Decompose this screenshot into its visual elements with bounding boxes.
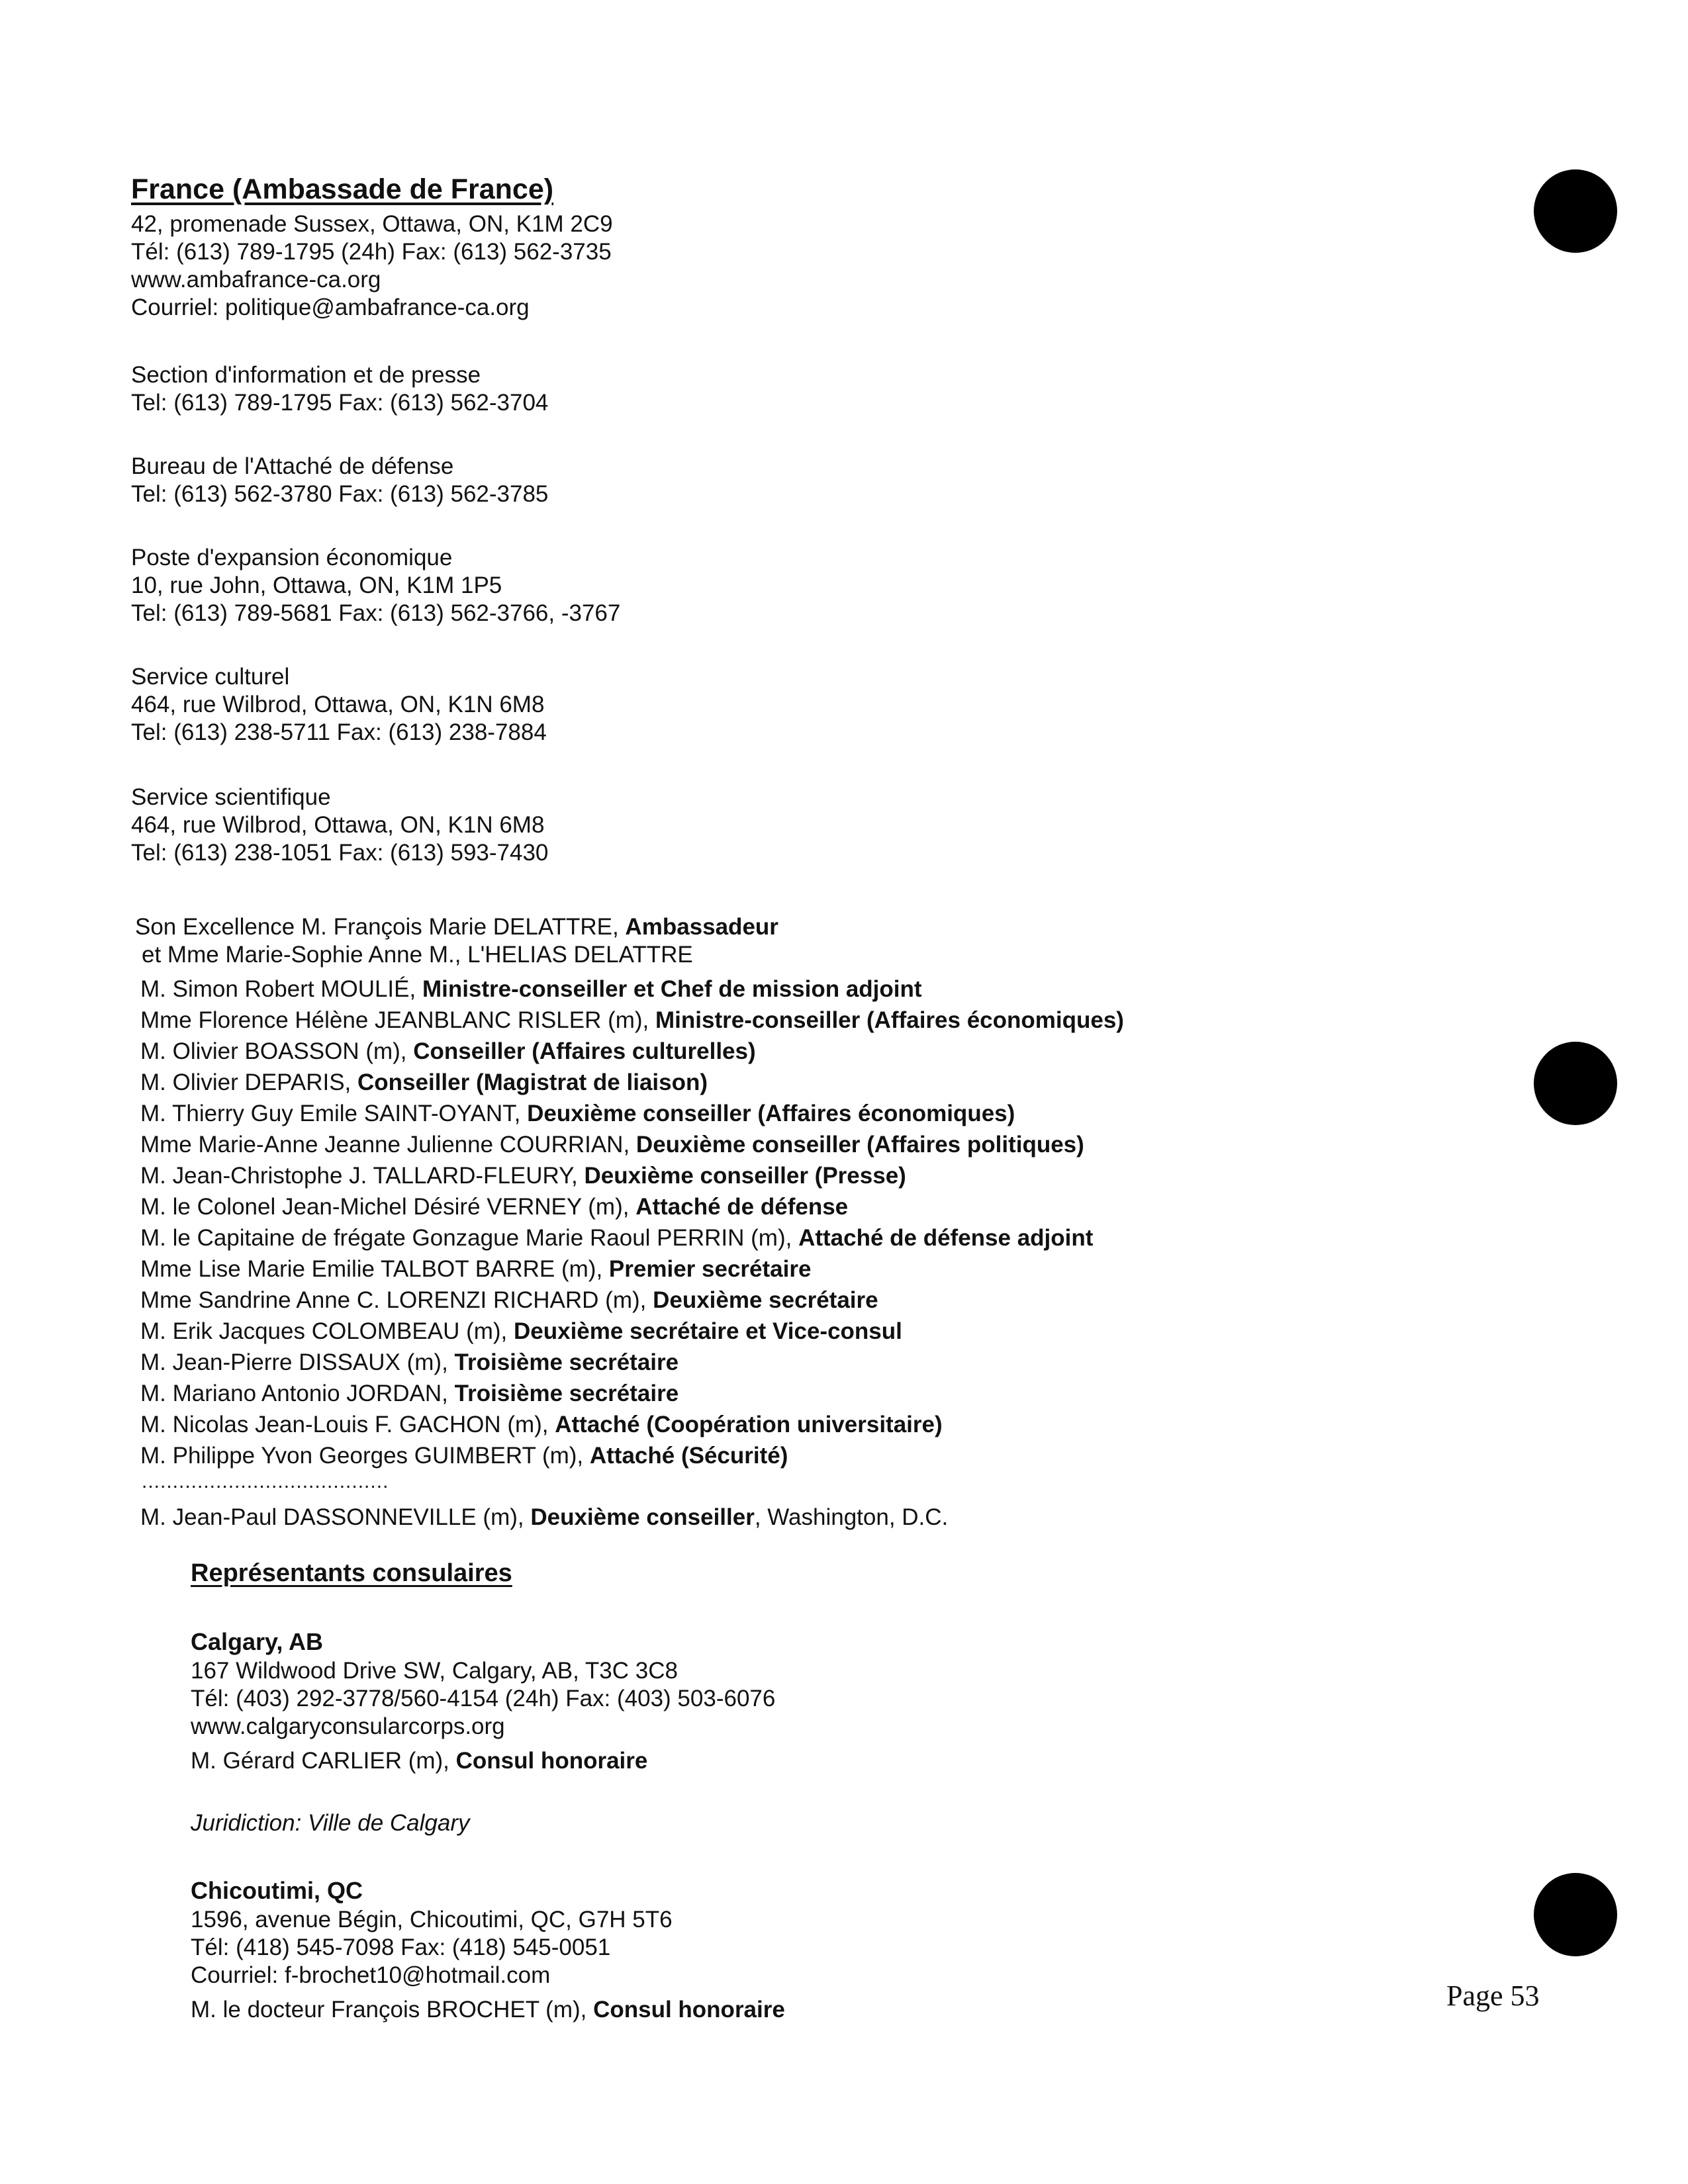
staff-entry: [140, 1287, 878, 1314]
consular-heading: Représentants consulaires: [191, 1559, 512, 1587]
staff-entry: [140, 1411, 943, 1439]
consulate-person: M. le docteur François BROCHET (m),: [191, 1997, 594, 2023]
ambassador-spouse: et Mme Marie-Sophie Anne M., L'HELIAS DELATTRE: [142, 942, 693, 968]
embassy-website[interactable]: www.ambafrance-ca.org: [131, 267, 381, 293]
section-scientifique-phone: Tel: (613) 238-1051 Fax: (613) 593-7430: [131, 840, 549, 866]
staff-entry: [140, 1380, 679, 1408]
staff-title: Ministre-conseiller et Chef de mission adjoint: [422, 976, 922, 1002]
consulate-website[interactable]: www.calgaryconsularcorps.org: [191, 1713, 505, 1739]
staff-title: Deuxième conseiller (Affaires économiques): [527, 1101, 1015, 1126]
staff-title: Premier secrétaire: [608, 1256, 812, 1282]
embassy-address: 42, promenade Sussex, Ottawa, ON, K1M 2C9: [131, 211, 613, 237]
staff-entry: [140, 1193, 848, 1221]
staff-title: Deuxième secrétaire: [653, 1287, 878, 1313]
staff-name: M. Simon Robert MOULIÉ,: [140, 976, 422, 1002]
consulate-email[interactable]: Courriel: f-brochet10@hotmail.com: [191, 1962, 551, 1988]
embassy-title: France (Ambassade de France): [131, 173, 554, 205]
consulate-phone: Tél: (403) 292-3778/560-4154 (24h) Fax: (403) 503-6076: [191, 1686, 776, 1711]
staff-name: M. Philippe Yvon Georges GUIMBERT (m),: [140, 1443, 590, 1469]
consulate-phone: Tél: (418) 545-7098 Fax: (418) 545-0051: [191, 1934, 611, 1960]
section-defense-phone: Tel: (613) 562-3780 Fax: (613) 562-3785: [131, 481, 549, 507]
staff-name: M. Jean-Pierre DISSAUX (m),: [140, 1349, 455, 1375]
nonresident-entry: [140, 1504, 948, 1531]
staff-title: Deuxième conseiller (Presse): [584, 1163, 906, 1189]
section-scientifique-name: Service scientifique: [131, 784, 331, 810]
staff-title: Conseiller (Magistrat de liaison): [357, 1069, 708, 1095]
section-presse-name: Section d'information et de presse: [131, 362, 481, 388]
consulate-person: M. Gérard CARLIER (m),: [191, 1748, 456, 1774]
consulate-person-entry: [191, 1996, 785, 2024]
ambassador-name: Son Excellence M. François Marie DELATTRE,: [135, 914, 626, 940]
consulate-person-entry: [191, 1747, 647, 1775]
consulate-person-title: Consul honoraire: [593, 1997, 785, 2023]
staff-entry: [140, 1442, 788, 1470]
staff-name: M. le Capitaine de frégate Gonzague Marie Raoul PERRIN (m),: [140, 1225, 799, 1251]
staff-name: Mme Sandrine Anne C. LORENZI RICHARD (m),: [140, 1287, 653, 1313]
section-presse-phone: Tel: (613) 789-1795 Fax: (613) 562-3704: [131, 390, 549, 416]
staff-entry: [140, 1131, 1084, 1159]
staff-title: Attaché de défense adjoint: [798, 1225, 1094, 1251]
staff-entry: [140, 1224, 1093, 1252]
consulate-person-title: Consul honoraire: [455, 1748, 648, 1774]
staff-name: M. Erik Jacques COLOMBEAU (m),: [140, 1318, 514, 1344]
staff-name: M. Nicolas Jean-Louis F. GACHON (m),: [140, 1412, 555, 1437]
staff-title: Attaché (Sécurité): [589, 1443, 788, 1469]
consulate-address: 167 Wildwood Drive SW, Calgary, AB, T3C 3C8: [191, 1658, 678, 1684]
separator-dots: ........................................: [142, 1471, 389, 1492]
staff-name: M. Olivier BOASSON (m),: [140, 1038, 414, 1064]
binder-hole: [1534, 1873, 1617, 1956]
binder-hole: [1534, 1042, 1617, 1125]
section-expansion-address: 10, rue John, Ottawa, ON, K1M 1P5: [131, 572, 502, 598]
page-number: Page 53: [1446, 1979, 1540, 2012]
staff-entry: [140, 1069, 708, 1097]
staff-entry: [140, 1007, 1124, 1034]
section-expansion-phone: Tel: (613) 789-5681 Fax: (613) 562-3766, -3767: [131, 600, 621, 626]
staff-name: Mme Florence Hélène JEANBLANC RISLER (m),: [140, 1007, 655, 1033]
staff-entry: [140, 1255, 811, 1283]
section-culturel-address: 464, rue Wilbrod, Ottawa, ON, K1N 6M8: [131, 692, 545, 717]
consulate-address: 1596, avenue Bégin, Chicoutimi, QC, G7H 5T6: [191, 1907, 673, 1933]
section-culturel-name: Service culturel: [131, 664, 290, 690]
binder-hole: [1534, 169, 1617, 253]
staff-title: Troisième secrétaire: [454, 1349, 679, 1375]
staff-entry: [140, 1349, 679, 1377]
section-culturel-phone: Tel: (613) 238-5711 Fax: (613) 238-7884: [131, 719, 547, 745]
ambassador-title: Ambassadeur: [625, 914, 778, 940]
staff-title: Attaché (Coopération universitaire): [555, 1412, 943, 1437]
staff-name: M. Mariano Antonio JORDAN,: [140, 1381, 455, 1406]
staff-title: Deuxième conseiller (Affaires politiques): [635, 1132, 1084, 1158]
embassy-email[interactable]: Courriel: politique@ambafrance-ca.org: [131, 295, 530, 320]
section-expansion-name: Poste d'expansion économique: [131, 545, 453, 570]
staff-title: Ministre-conseiller (Affaires économiques): [655, 1007, 1124, 1033]
section-scientifique-address: 464, rue Wilbrod, Ottawa, ON, K1N 6M8: [131, 812, 545, 838]
embassy-phone: Tél: (613) 789-1795 (24h) Fax: (613) 562-3735: [131, 239, 612, 265]
staff-title: Deuxième secrétaire et Vice-consul: [513, 1318, 902, 1344]
nonresident-title: Deuxième conseiller: [530, 1504, 755, 1530]
consulate-city: Calgary, AB: [191, 1628, 324, 1655]
staff-entry: [140, 976, 922, 1003]
staff-title: Attaché de défense: [635, 1194, 849, 1220]
section-defense-name: Bureau de l'Attaché de défense: [131, 453, 454, 479]
nonresident-location: , Washington, D.C.: [754, 1504, 949, 1530]
staff-entry: [140, 1100, 1015, 1128]
consulate-city: Chicoutimi, QC: [191, 1877, 363, 1904]
staff-name: Mme Marie-Anne Jeanne Julienne COURRIAN,: [140, 1132, 636, 1158]
staff-entry: [140, 1318, 902, 1345]
staff-title: Troisième secrétaire: [454, 1381, 679, 1406]
staff-entry: [140, 1038, 756, 1066]
staff-name: M. Thierry Guy Emile SAINT-OYANT,: [140, 1101, 528, 1126]
staff-title: Conseiller (Affaires culturelles): [413, 1038, 756, 1064]
staff-name: M. Jean-Christophe J. TALLARD-FLEURY,: [140, 1163, 585, 1189]
staff-name: M. Olivier DEPARIS,: [140, 1069, 358, 1095]
staff-name: M. le Colonel Jean-Michel Désiré VERNEY (m),: [140, 1194, 636, 1220]
staff-name: Mme Lise Marie Emilie TALBOT BARRE (m),: [140, 1256, 609, 1282]
consulate-jurisdiction: Juridiction: Ville de Calgary: [191, 1810, 470, 1836]
staff-entry: [140, 1162, 906, 1190]
nonresident-name: M. Jean-Paul DASSONNEVILLE (m),: [140, 1504, 531, 1530]
ambassador-entry: [135, 913, 778, 941]
